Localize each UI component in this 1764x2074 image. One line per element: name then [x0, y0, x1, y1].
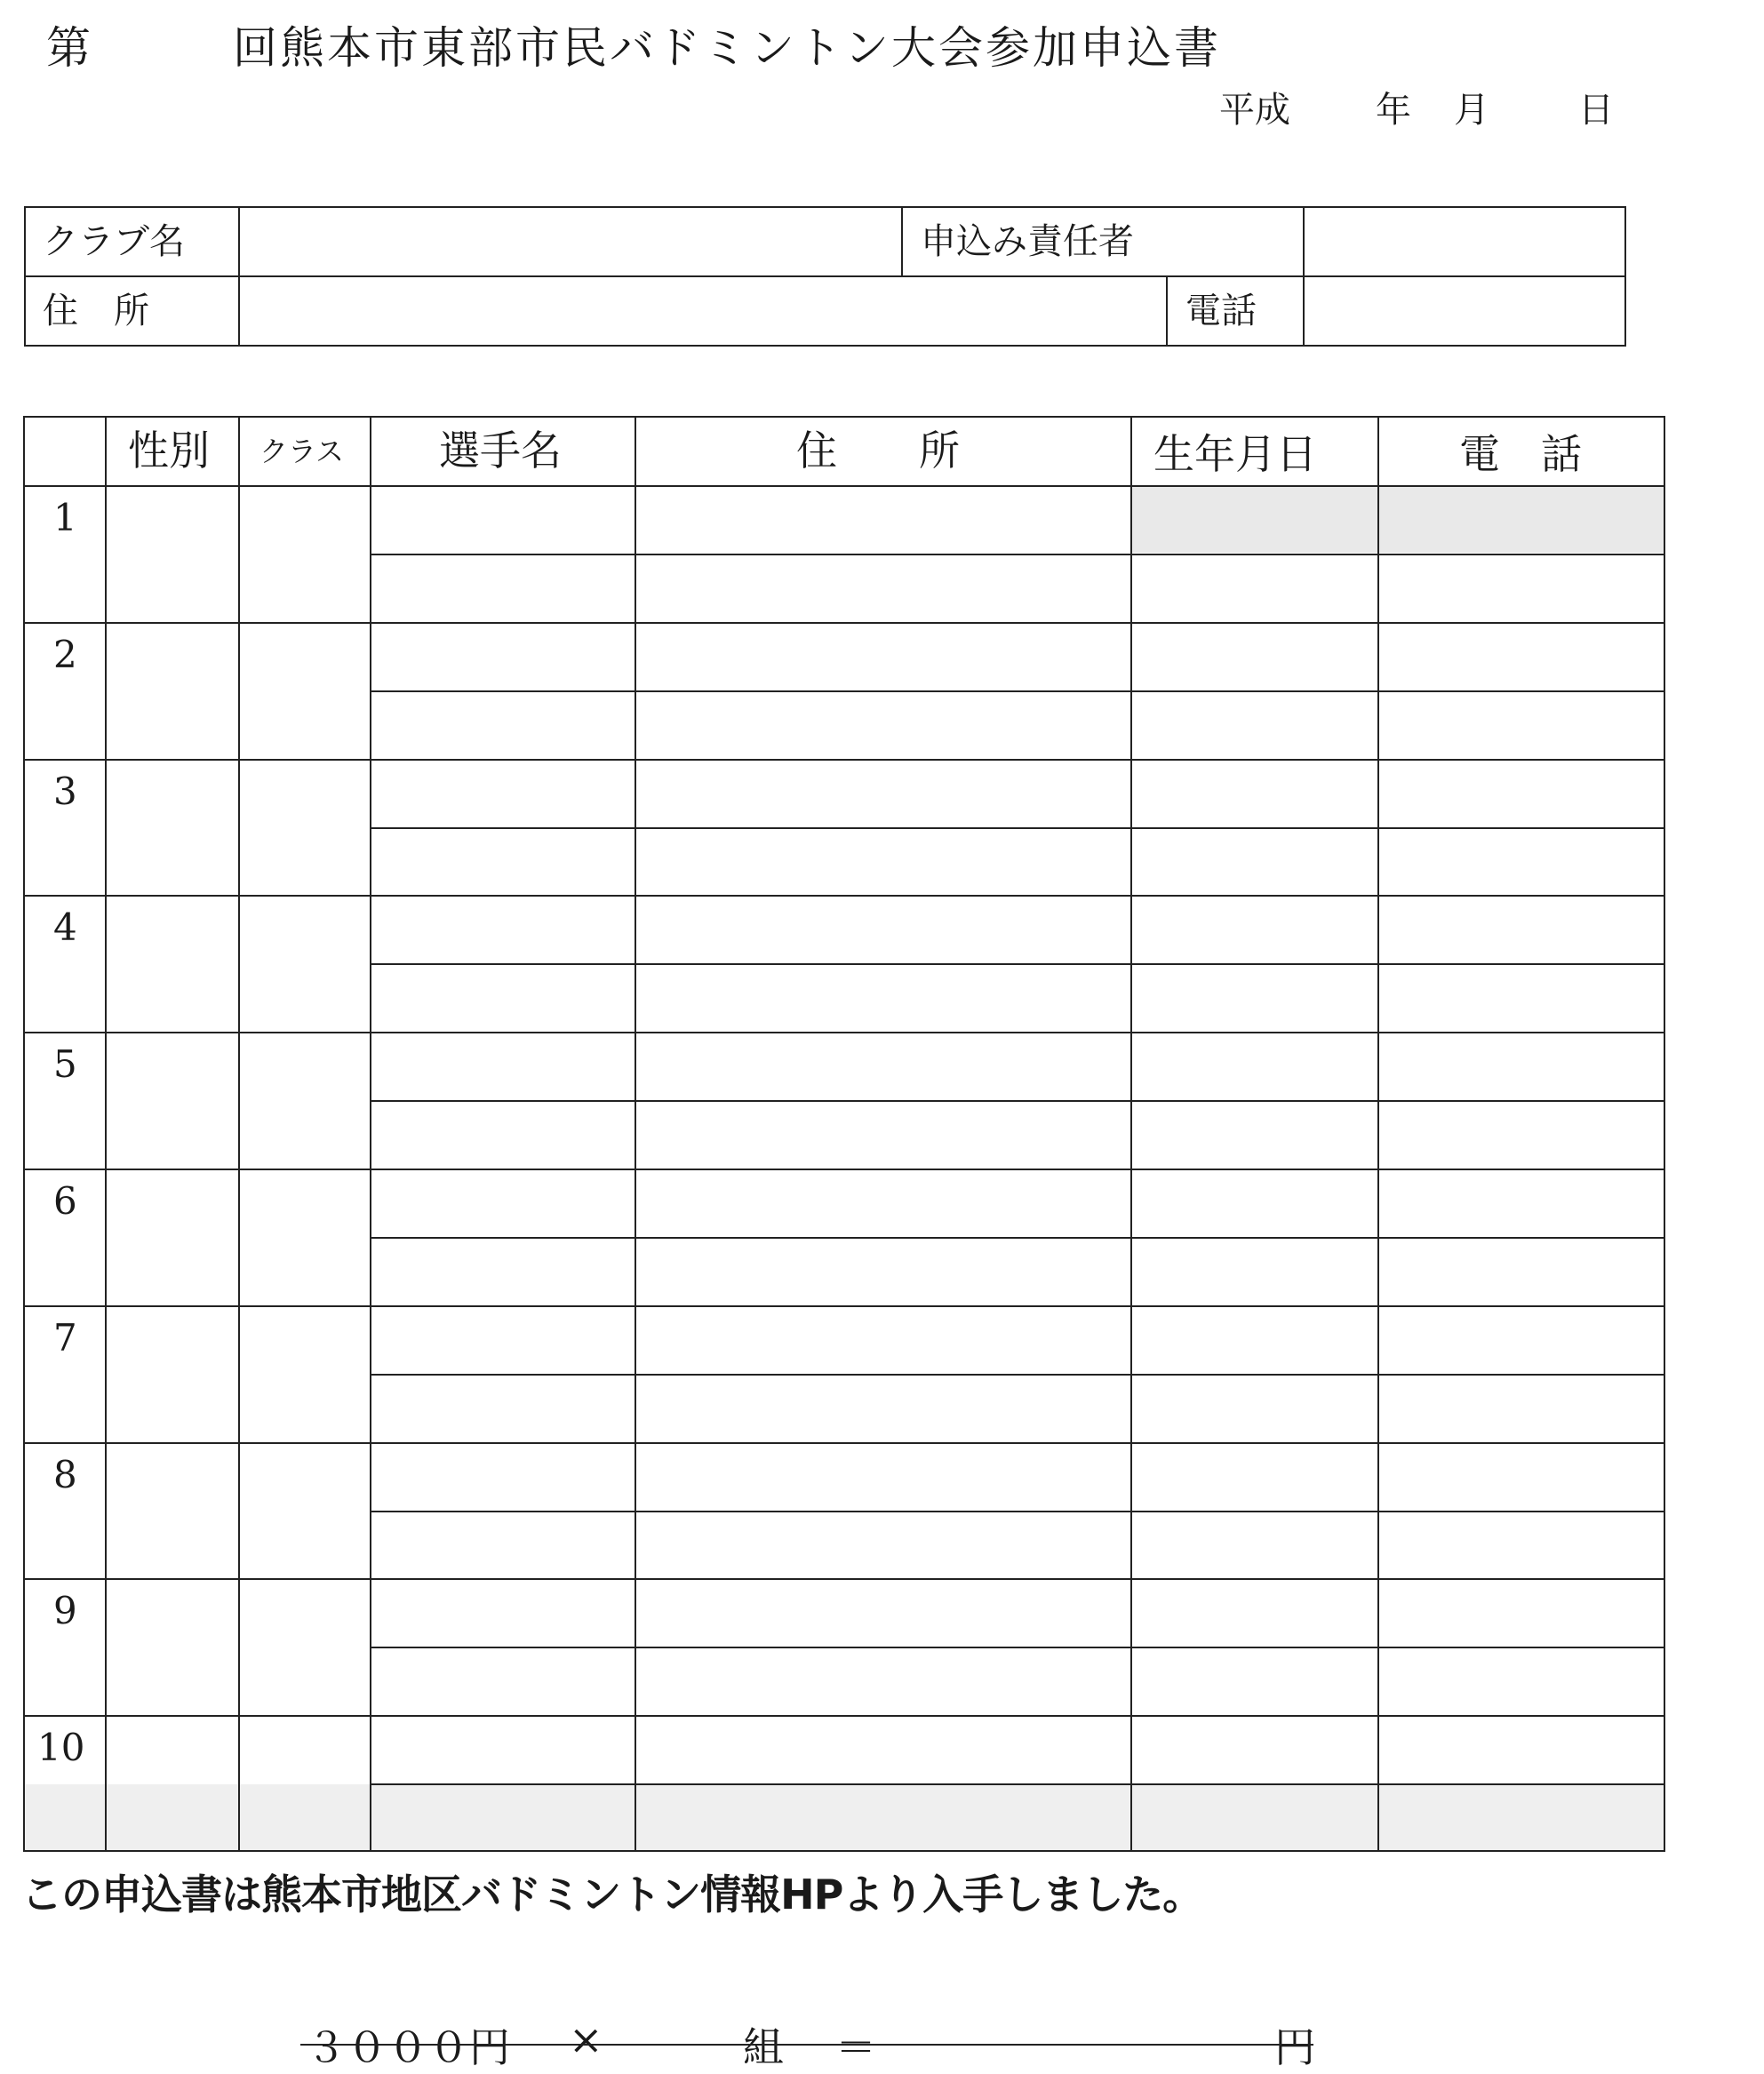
- player-phone-cell[interactable]: [1379, 1239, 1664, 1304]
- player-name-cell[interactable]: [371, 897, 633, 961]
- title-prefix: 第: [46, 22, 92, 74]
- fee-yen-label: 円: [1274, 2023, 1315, 2071]
- player-address-cell[interactable]: [636, 487, 1129, 552]
- club-phone-label: 電話: [1185, 291, 1257, 331]
- player-phone-cell[interactable]: [1379, 692, 1664, 757]
- page-title: 回熊本市東部市民バドミントン大会参加申込書: [233, 22, 1221, 74]
- applicant-field[interactable]: [1305, 208, 1624, 274]
- player-class-cell[interactable]: [240, 487, 368, 620]
- player-class-cell[interactable]: [240, 1170, 368, 1304]
- player-birthdate-cell[interactable]: [1132, 1580, 1376, 1645]
- player-phone-cell[interactable]: [1379, 1648, 1664, 1713]
- player-birthdate-cell[interactable]: [1132, 761, 1376, 826]
- fee-equals-sign: ＝: [835, 2023, 876, 2071]
- player-phone-cell[interactable]: [1379, 1512, 1664, 1577]
- player-address-cell[interactable]: [636, 1033, 1129, 1098]
- row-number: 3: [53, 769, 77, 813]
- player-address-cell[interactable]: [636, 965, 1129, 1030]
- player-birthdate-cell[interactable]: [1132, 1033, 1376, 1098]
- player-phone-cell[interactable]: [1379, 1717, 1664, 1782]
- player-phone-cell[interactable]: [1379, 1033, 1664, 1098]
- row-number: 4: [53, 905, 77, 950]
- player-gender-cell[interactable]: [107, 1580, 236, 1713]
- player-birthdate-cell[interactable]: [1132, 1170, 1376, 1235]
- row-number: 7: [53, 1315, 77, 1360]
- date-day-label: 日: [1578, 90, 1614, 131]
- player-phone-cell[interactable]: [1379, 1444, 1664, 1509]
- player-birthdate-cell[interactable]: [1132, 1376, 1376, 1440]
- player-name-cell[interactable]: [371, 1102, 633, 1167]
- row-number: 9: [53, 1589, 77, 1633]
- player-address-cell[interactable]: [636, 1580, 1129, 1645]
- player-phone-cell[interactable]: [1379, 897, 1664, 961]
- player-birthdate-cell[interactable]: [1132, 897, 1376, 961]
- player-birthdate-cell[interactable]: [1132, 829, 1376, 894]
- player-address-cell[interactable]: [636, 1785, 1129, 1850]
- player-class-cell[interactable]: [240, 1580, 368, 1713]
- player-phone-cell[interactable]: [1379, 965, 1664, 1030]
- player-name-cell[interactable]: [371, 487, 633, 552]
- player-name-cell[interactable]: [371, 624, 633, 689]
- player-name-cell[interactable]: [371, 1717, 633, 1782]
- player-name-cell[interactable]: [371, 1785, 633, 1850]
- club-name-field[interactable]: [240, 208, 899, 274]
- date-era-label: 平成: [1219, 90, 1290, 131]
- player-name-cell[interactable]: [371, 555, 633, 620]
- row-number: 5: [53, 1042, 77, 1087]
- applicant-label: 申込み責任者: [921, 221, 1134, 262]
- player-gender-cell[interactable]: [107, 1717, 236, 1850]
- player-phone-cell[interactable]: [1379, 624, 1664, 689]
- player-class-cell[interactable]: [240, 1444, 368, 1577]
- player-address-cell[interactable]: [636, 555, 1129, 620]
- player-phone-cell[interactable]: [1379, 1102, 1664, 1167]
- fee-unit-price: ３０００円: [306, 2023, 510, 2071]
- fee-times-sign: ×: [569, 2015, 603, 2063]
- player-birthdate-cell[interactable]: [1132, 1444, 1376, 1509]
- player-name-cell[interactable]: [371, 1444, 633, 1509]
- player-gender-cell[interactable]: [107, 1307, 236, 1440]
- player-address-cell[interactable]: [636, 897, 1129, 961]
- player-phone-cell[interactable]: [1379, 487, 1664, 552]
- club-phone-field[interactable]: [1305, 277, 1624, 345]
- player-name-cell[interactable]: [371, 829, 633, 894]
- player-class-cell[interactable]: [240, 1717, 368, 1850]
- player-phone-cell[interactable]: [1379, 761, 1664, 826]
- row-number: 8: [53, 1452, 77, 1496]
- player-name-cell[interactable]: [371, 1648, 633, 1713]
- player-phone-cell[interactable]: [1379, 1170, 1664, 1235]
- player-phone-cell[interactable]: [1379, 1785, 1664, 1850]
- player-class-cell[interactable]: [240, 897, 368, 1030]
- player-address-cell[interactable]: [636, 1102, 1129, 1167]
- header-address: 住 所: [796, 427, 960, 475]
- fee-underline: [300, 2044, 1313, 2046]
- player-gender-cell[interactable]: [107, 1033, 236, 1167]
- player-birthdate-cell[interactable]: [1132, 1239, 1376, 1304]
- row-number: 10: [37, 1726, 85, 1770]
- player-class-cell[interactable]: [240, 1307, 368, 1440]
- player-address-cell[interactable]: [636, 829, 1129, 894]
- club-address-label: 住 所: [43, 291, 149, 331]
- player-birthdate-cell[interactable]: [1132, 487, 1376, 552]
- player-address-cell[interactable]: [636, 1376, 1129, 1440]
- player-gender-cell[interactable]: [107, 1444, 236, 1577]
- player-name-cell[interactable]: [371, 965, 633, 1030]
- player-gender-cell[interactable]: [107, 1170, 236, 1304]
- player-address-cell[interactable]: [636, 1239, 1129, 1304]
- player-phone-cell[interactable]: [1379, 1376, 1664, 1440]
- player-address-cell[interactable]: [636, 624, 1129, 689]
- player-birthdate-cell[interactable]: [1132, 555, 1376, 620]
- header-class: クラス: [259, 435, 345, 468]
- player-address-cell[interactable]: [636, 1512, 1129, 1577]
- player-name-cell[interactable]: [371, 692, 633, 757]
- player-birthdate-cell[interactable]: [1132, 1785, 1376, 1850]
- player-name-cell[interactable]: [371, 1239, 633, 1304]
- player-phone-cell[interactable]: [1379, 555, 1664, 620]
- player-birthdate-cell[interactable]: [1132, 1102, 1376, 1167]
- date-month-label: 月: [1454, 90, 1489, 131]
- header-player-name: 選手名: [439, 427, 562, 475]
- player-class-cell[interactable]: [240, 624, 368, 757]
- player-name-cell[interactable]: [371, 1033, 633, 1098]
- fee-total-field[interactable]: [889, 2014, 1262, 2058]
- row-number: 2: [53, 632, 77, 676]
- club-address-field[interactable]: [240, 277, 1164, 345]
- player-address-cell[interactable]: [636, 1717, 1129, 1782]
- player-gender-cell[interactable]: [107, 487, 236, 620]
- player-address-cell[interactable]: [636, 1170, 1129, 1235]
- club-name-label: クラブ名: [43, 221, 185, 262]
- fee-pairs-field[interactable]: [622, 2014, 738, 2058]
- player-class-cell[interactable]: [240, 761, 368, 894]
- player-name-cell[interactable]: [371, 1307, 633, 1372]
- fee-pairs-label: 組: [743, 2023, 784, 2071]
- player-gender-cell[interactable]: [107, 897, 236, 1030]
- player-birthdate-cell[interactable]: [1132, 1512, 1376, 1577]
- header-gender: 性別: [128, 427, 210, 475]
- date-day-field[interactable]: [1502, 82, 1578, 123]
- player-name-cell[interactable]: [371, 1170, 633, 1235]
- player-phone-cell[interactable]: [1379, 1580, 1664, 1645]
- player-phone-cell[interactable]: [1379, 1307, 1664, 1372]
- player-gender-cell[interactable]: [107, 624, 236, 757]
- club-info-vline: [1166, 275, 1168, 347]
- player-address-cell[interactable]: [636, 1307, 1129, 1372]
- player-address-cell[interactable]: [636, 761, 1129, 826]
- player-name-cell[interactable]: [371, 761, 633, 826]
- row-number: 6: [53, 1179, 77, 1223]
- player-birthdate-cell[interactable]: [1132, 1717, 1376, 1782]
- source-note: この申込書は熊本市地区バドミントン情報HPより入手しました。: [21, 1871, 1203, 1918]
- date-month-field[interactable]: [1422, 82, 1454, 123]
- player-class-cell[interactable]: [240, 1033, 368, 1167]
- player-name-cell[interactable]: [371, 1580, 633, 1645]
- player-address-cell[interactable]: [636, 692, 1129, 757]
- player-gender-cell[interactable]: [107, 761, 236, 894]
- header-phone: 電 話: [1459, 430, 1582, 478]
- player-birthdate-cell[interactable]: [1132, 1648, 1376, 1713]
- player-birthdate-cell[interactable]: [1132, 624, 1376, 689]
- club-info-vline: [901, 206, 903, 275]
- player-name-cell[interactable]: [371, 1376, 633, 1440]
- row-number: 1: [53, 496, 77, 539]
- player-birthdate-cell[interactable]: [1132, 965, 1376, 1030]
- player-address-cell[interactable]: [636, 1444, 1129, 1509]
- date-year-label: 年: [1376, 90, 1411, 131]
- player-birthdate-cell[interactable]: [1132, 692, 1376, 757]
- player-name-cell[interactable]: [371, 1512, 633, 1577]
- player-phone-cell[interactable]: [1379, 829, 1664, 894]
- header-birthdate: 生年月日: [1153, 430, 1317, 478]
- player-birthdate-cell[interactable]: [1132, 1307, 1376, 1372]
- player-address-cell[interactable]: [636, 1648, 1129, 1713]
